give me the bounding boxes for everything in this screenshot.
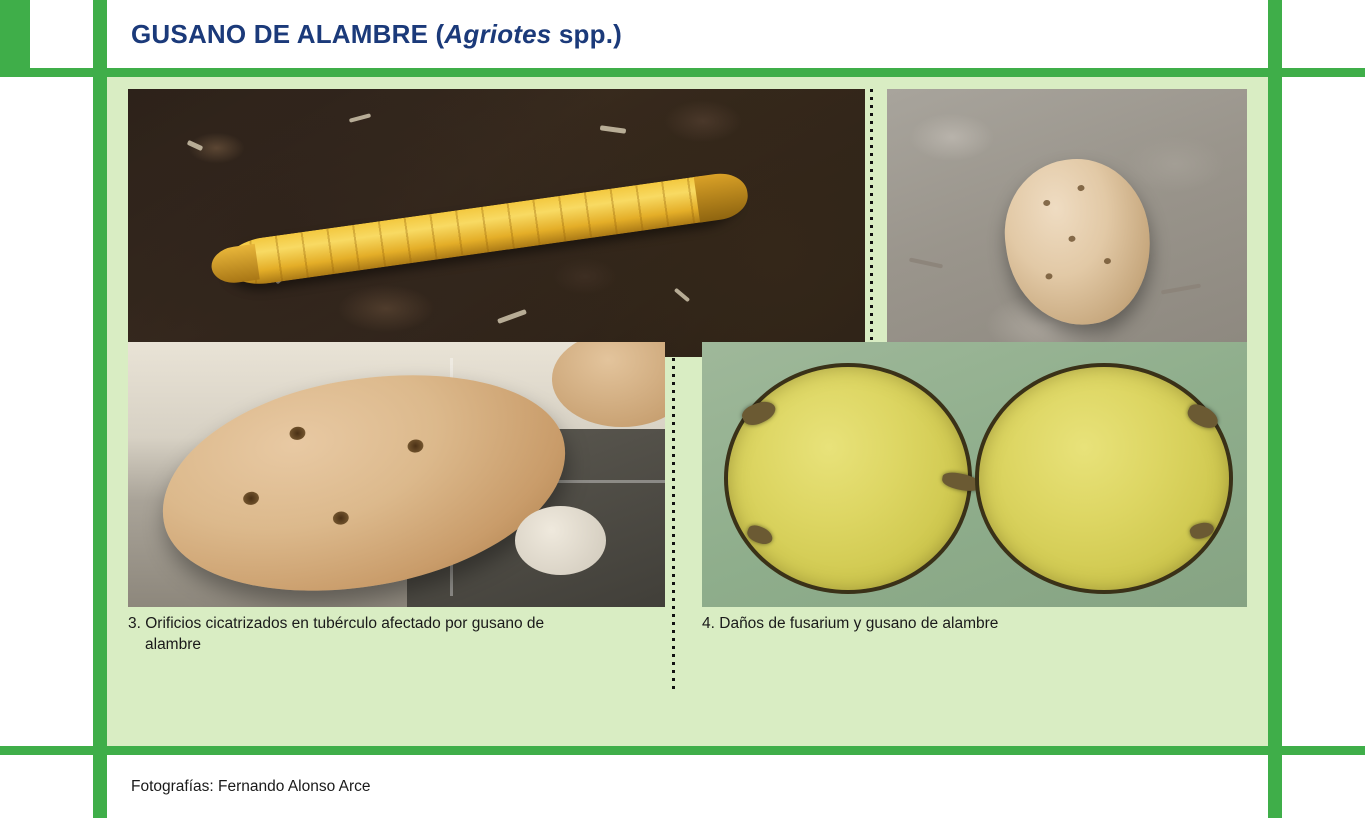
potato-half-left [724, 363, 972, 594]
figure-4-image [702, 342, 1247, 607]
decorative-bar-right-vertical [1268, 0, 1282, 818]
figure-2-image [887, 89, 1247, 357]
tuber-eye [1043, 199, 1051, 206]
decorative-band-top [0, 68, 1365, 77]
page-title [131, 19, 622, 50]
potato-half-right [975, 363, 1234, 594]
figure-4-caption-text: Daños de fusarium y gusano de alambre [719, 615, 999, 632]
page-title-tail: spp.) [551, 18, 622, 49]
figure-3-image [128, 342, 665, 607]
figure-4-caption [702, 614, 1247, 635]
wireworm-hole [288, 426, 306, 442]
figure-4 [702, 342, 1247, 635]
damage-lesion [745, 523, 775, 547]
page-title-main: GUSANO DE ALAMBRE ( [131, 18, 445, 49]
figure-3-caption-line2: alambre [145, 635, 201, 653]
photo-credit: Fotografías: Fernando Alonso Arce [131, 778, 371, 795]
page-header [107, 0, 1268, 68]
figure-1 [128, 89, 865, 385]
decorative-band-bottom [0, 746, 1365, 755]
tuber-eye [1068, 235, 1076, 242]
tray-disc [515, 506, 606, 575]
decorative-bar-left-vertical [93, 0, 107, 818]
tuber-eye [1044, 272, 1052, 279]
page-title-scientific-name: Agriotes [444, 18, 552, 49]
tuber-eye [1103, 257, 1111, 264]
decorative-bar-top-left [0, 0, 30, 68]
decorative-strip-bottom-left [0, 755, 93, 818]
figure-3-caption-text: Orificios cicatrizados en tubérculo afectado por gusano de [145, 615, 545, 632]
figure-3-caption-number: 3. [128, 615, 141, 632]
figure-1-image [128, 89, 865, 357]
damage-lesion [1188, 520, 1215, 542]
wireworm-hole [242, 491, 260, 507]
decorative-gap-top-right [1282, 0, 1365, 68]
separator-dotted-top [870, 89, 873, 369]
wireworm-hole [332, 510, 350, 526]
tuber-eye [1077, 184, 1085, 191]
wireworm-hole [407, 439, 425, 455]
figure-grid [107, 77, 1268, 746]
figure-4-caption-number: 4. [702, 615, 715, 632]
separator-dotted-bottom [672, 342, 675, 694]
figure-3-caption [128, 614, 665, 656]
figure-3 [128, 342, 665, 656]
